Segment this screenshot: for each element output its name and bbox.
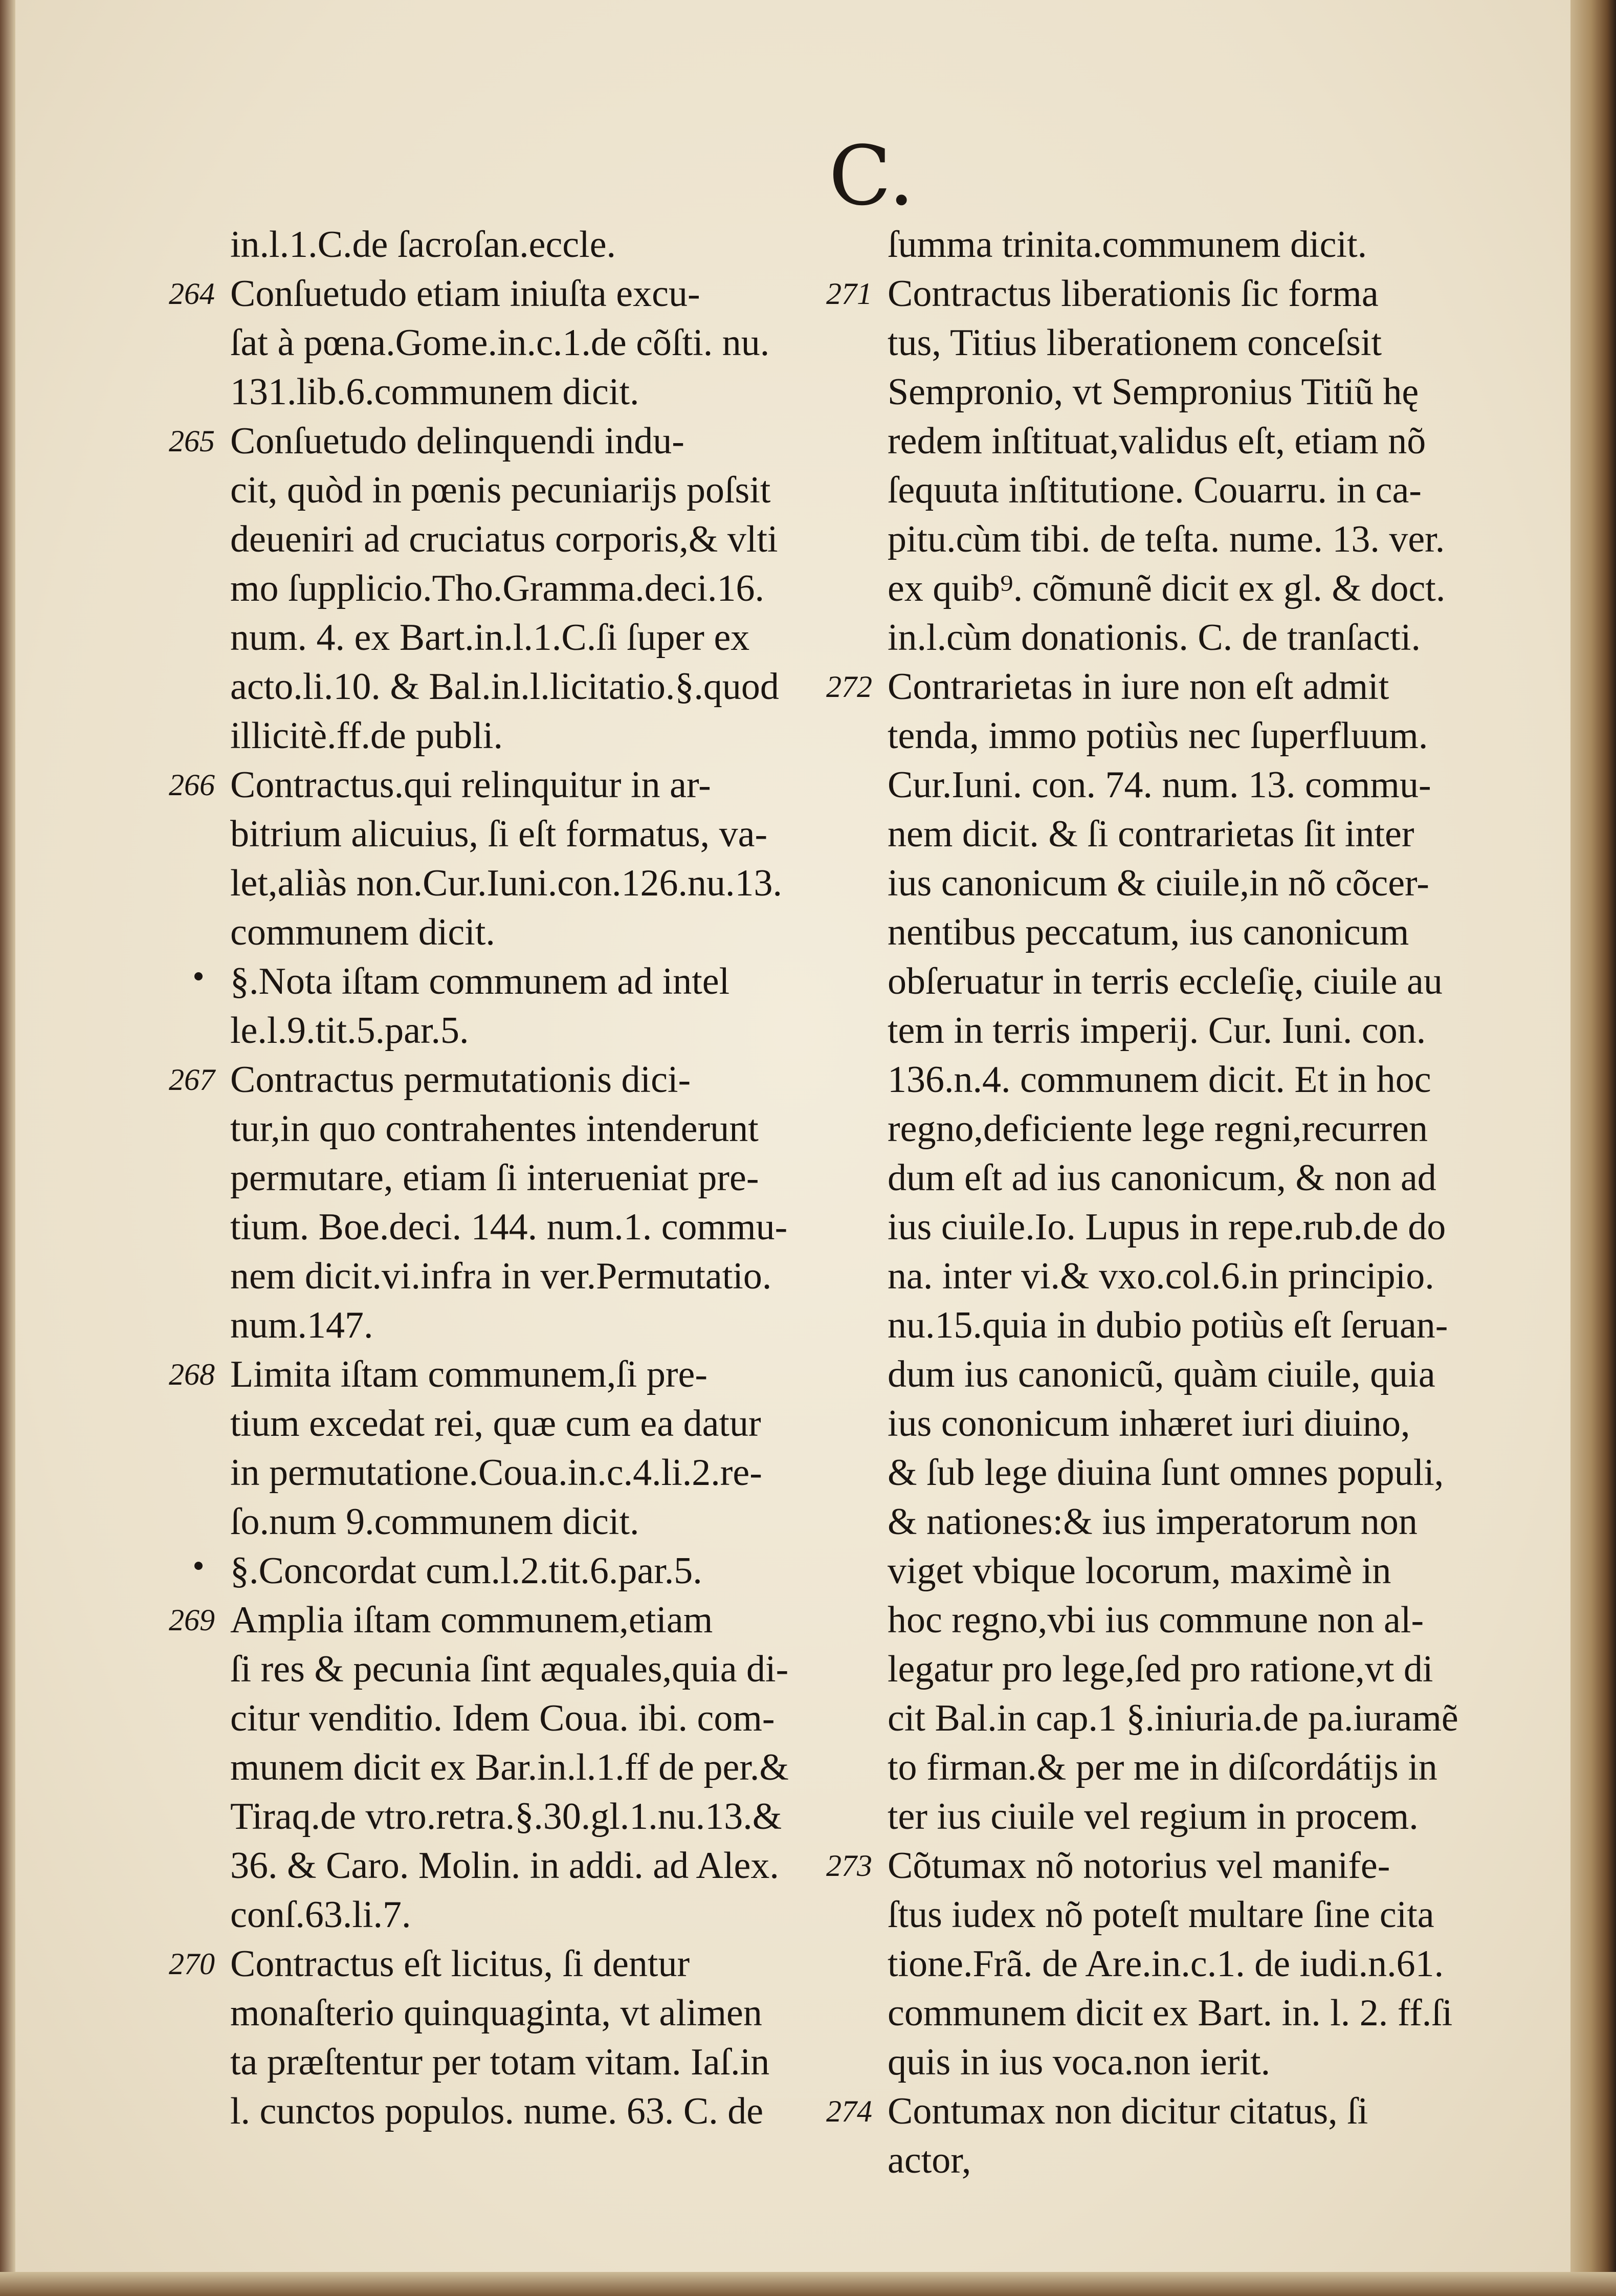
text-line bbox=[888, 1546, 1491, 1595]
text-line bbox=[888, 1939, 1491, 1988]
line-text: to firman.& per me in diſcordátijs in bbox=[888, 1746, 1437, 1788]
text-line bbox=[888, 1350, 1491, 1399]
line-text: & ſub lege diuina ſunt omnes populi, bbox=[888, 1452, 1444, 1494]
text-line bbox=[888, 1399, 1491, 1448]
line-text: Contractus.qui relinquitur in ar- bbox=[230, 764, 711, 806]
text-line bbox=[230, 318, 844, 367]
text-line bbox=[230, 220, 844, 269]
text-line bbox=[888, 1202, 1491, 1252]
line-text: cit, quòd in pœnis pecuniarijs poſsit bbox=[230, 469, 771, 511]
line-text: §.Concordat cum.l.2.tit.6.par.5. bbox=[230, 1550, 702, 1592]
line-text: l. cunctos populos. nume. 63. C. de bbox=[230, 2090, 764, 2132]
text-line bbox=[888, 2136, 1491, 2185]
text-line bbox=[230, 1645, 844, 1694]
text-line bbox=[230, 1743, 844, 1792]
entry-number: 269 bbox=[169, 1603, 215, 1637]
line-text: ſat à pœna.Gome.in.c.1.de cõſti. nu. bbox=[230, 322, 770, 364]
line-text: illicitè.ff.de publi. bbox=[230, 715, 503, 757]
text-line bbox=[826, 269, 1491, 318]
text-line bbox=[888, 1104, 1491, 1153]
text-line bbox=[888, 1595, 1491, 1645]
line-text: Contumax non dicitur citatus, ſi bbox=[888, 2090, 1368, 2132]
text-line bbox=[169, 269, 844, 318]
line-text: monaſterio quinquaginta, vt alimen bbox=[230, 1992, 762, 2034]
line-text: munem dicit ex Bar.in.l.1.ff de per.& bbox=[230, 1746, 789, 1788]
line-text: §.Nota iſtam communem ad intel bbox=[230, 960, 730, 1002]
text-line bbox=[169, 1939, 844, 1988]
line-text: bitrium alicuius, ſi eſt formatus, va- bbox=[230, 813, 768, 855]
line-text: obſeruatur in terris eccleſię, ciuile au bbox=[888, 960, 1443, 1002]
line-text: tione.Frã. de Are.in.c.1. de iudi.n.61. bbox=[888, 1943, 1444, 1985]
line-text: tium excedat rei, quæ cum ea datur bbox=[230, 1403, 761, 1445]
line-text: ius ciuile.Io. Lupus in repe.rub.de do bbox=[888, 1206, 1446, 1248]
line-text: deueniri ad cruciatus corporis,& vlti bbox=[230, 518, 778, 560]
text-line bbox=[888, 1301, 1491, 1350]
line-text: redem inſtituat,validus eſt, etiam nõ bbox=[888, 420, 1426, 462]
text-line bbox=[888, 1988, 1491, 2038]
text-line bbox=[888, 711, 1491, 760]
line-text: 36. & Caro. Molin. in addi. ad Alex. bbox=[230, 1845, 779, 1887]
line-text: permutare, etiam ſi interueniat pre- bbox=[230, 1157, 759, 1199]
text-line bbox=[230, 1988, 844, 2038]
line-text: Cõtumax nõ notorius vel manife- bbox=[888, 1845, 1390, 1887]
line-text: in permutatione.Coua.in.c.4.li.2.re- bbox=[230, 1452, 762, 1494]
line-text: nentibus peccatum, ius canonicum bbox=[888, 911, 1409, 953]
text-line bbox=[826, 662, 1491, 711]
text-line bbox=[230, 711, 844, 760]
line-text: 131.lib.6.communem dicit. bbox=[230, 371, 639, 413]
line-text: Conſuetudo etiam iniuſta excu- bbox=[230, 273, 700, 315]
line-text: nu.15.quia in dubio potiùs eſt ſeruan- bbox=[888, 1304, 1448, 1346]
text-line bbox=[230, 466, 844, 515]
line-text: viget vbique locorum, maximè in bbox=[888, 1550, 1391, 1592]
line-text: hoc regno,vbi ius commune non al- bbox=[888, 1599, 1424, 1641]
text-line bbox=[888, 564, 1491, 613]
text-line bbox=[888, 810, 1491, 859]
line-text: tenda, immo potiùs nec ſuperfluum. bbox=[888, 715, 1428, 757]
text-line bbox=[888, 2038, 1491, 2087]
line-text: legatur pro lege,ſed pro ratione,vt di bbox=[888, 1648, 1433, 1690]
text-line bbox=[888, 1055, 1491, 1104]
entry-number: 264 bbox=[169, 277, 215, 311]
line-text: ſequuta inſtitutione. Couarru. in ca- bbox=[888, 469, 1422, 511]
right-column bbox=[826, 220, 1491, 2185]
line-text: Cur.Iuni. con. 74. num. 13. commu- bbox=[888, 764, 1431, 806]
text-line bbox=[888, 220, 1491, 269]
text-line bbox=[888, 908, 1491, 957]
left-column bbox=[169, 220, 844, 2136]
line-text: acto.li.10. & Bal.in.l.licitatio.§.quod bbox=[230, 666, 779, 708]
line-text: nem dicit. & ſi contrarietas ſit inter bbox=[888, 813, 1414, 855]
text-line bbox=[888, 1743, 1491, 1792]
line-text: num.147. bbox=[230, 1304, 373, 1346]
bullet-mark bbox=[194, 972, 203, 980]
line-text: ſumma trinita.communem dicit. bbox=[888, 224, 1367, 266]
text-line bbox=[230, 859, 844, 908]
line-text: tur,in quo contrahentes intenderunt bbox=[230, 1108, 759, 1150]
text-line bbox=[230, 1841, 844, 1890]
line-text: in.l.1.C.de ſacroſan.eccle. bbox=[230, 224, 616, 266]
line-text: in.l.cùm donationis. C. de tranſacti. bbox=[888, 617, 1421, 659]
text-line bbox=[230, 810, 844, 859]
text-line bbox=[230, 1497, 844, 1546]
line-text: ter ius ciuile vel regium in procem. bbox=[888, 1796, 1419, 1838]
bullet-mark bbox=[194, 1562, 203, 1570]
line-text: Conſuetudo delinquendi indu- bbox=[230, 420, 684, 462]
entry-number: 274 bbox=[826, 2094, 872, 2128]
line-text: Contractus eſt licitus, ſi dentur bbox=[230, 1943, 690, 1985]
line-text: num. 4. ex Bart.in.l.1.C.ſi ſuper ex bbox=[230, 617, 750, 659]
line-text: dum ius canonicũ, quàm ciuile, quia bbox=[888, 1353, 1435, 1395]
text-line bbox=[826, 1841, 1491, 1890]
text-line bbox=[169, 1350, 844, 1399]
text-line bbox=[230, 1006, 844, 1055]
line-text: 136.n.4. communem dicit. Et in hoc bbox=[888, 1059, 1431, 1101]
line-text: quis in ius voca.non ierit. bbox=[888, 2041, 1271, 2083]
text-line bbox=[230, 1694, 844, 1743]
running-header: C. bbox=[829, 128, 915, 224]
text-line bbox=[230, 662, 844, 711]
entry-number: 267 bbox=[169, 1063, 215, 1097]
text-line bbox=[888, 1006, 1491, 1055]
text-line bbox=[826, 2087, 1491, 2136]
text-line bbox=[169, 760, 844, 810]
line-text: le.l.9.tit.5.par.5. bbox=[230, 1010, 469, 1052]
text-line bbox=[888, 318, 1491, 367]
line-text: Limita iſtam communem,ſi pre- bbox=[230, 1353, 707, 1395]
text-line bbox=[888, 760, 1491, 810]
text-line bbox=[230, 564, 844, 613]
text-line bbox=[888, 466, 1491, 515]
text-line bbox=[230, 1252, 844, 1301]
line-text: Contractus liberationis ſic forma bbox=[888, 273, 1379, 315]
line-text: ius cononicum inhæret iuri diuino, bbox=[888, 1403, 1410, 1445]
line-text: actor, bbox=[888, 2139, 971, 2181]
line-text: dum eſt ad ius canonicum, & non ad bbox=[888, 1157, 1436, 1199]
line-text: communem dicit ex Bart. in. l. 2. ff.ſi bbox=[888, 1992, 1453, 2034]
line-text: & nationes:& ius imperatorum non bbox=[888, 1501, 1418, 1543]
line-text: let,aliàs non.Cur.Iuni.con.126.nu.13. bbox=[230, 862, 783, 904]
entry-number: 266 bbox=[169, 768, 215, 802]
text-line bbox=[888, 1890, 1491, 1939]
line-text: ſi res & pecunia ſint æquales,quia di- bbox=[230, 1648, 789, 1690]
text-line bbox=[230, 1104, 844, 1153]
text-line bbox=[888, 515, 1491, 564]
entry-number: 270 bbox=[169, 1947, 215, 1981]
page-left-edge bbox=[0, 0, 15, 2296]
text-line bbox=[888, 367, 1491, 417]
text-line bbox=[888, 957, 1491, 1006]
text-line bbox=[230, 957, 844, 1006]
entry-number: 268 bbox=[169, 1358, 215, 1391]
line-text: nem dicit.vi.infra in ver.Permutatio. bbox=[230, 1255, 772, 1297]
text-line bbox=[230, 367, 844, 417]
line-text: Contractus permutationis dici- bbox=[230, 1059, 691, 1101]
entry-number: 273 bbox=[826, 1849, 872, 1883]
text-line bbox=[230, 1546, 844, 1595]
text-line bbox=[888, 1497, 1491, 1546]
text-line bbox=[230, 1399, 844, 1448]
text-line bbox=[230, 1448, 844, 1497]
text-line bbox=[230, 2087, 844, 2136]
text-line bbox=[888, 1448, 1491, 1497]
text-line bbox=[230, 1792, 844, 1841]
text-line bbox=[230, 1153, 844, 1202]
entry-number: 272 bbox=[826, 670, 872, 704]
line-text: Amplia iſtam communem,etiam bbox=[230, 1599, 713, 1641]
text-line bbox=[230, 2038, 844, 2087]
line-text: Contrarietas in iure non eſt admit bbox=[888, 666, 1389, 708]
text-line bbox=[888, 1645, 1491, 1694]
line-text: tus, Titius liberationem conceſsit bbox=[888, 322, 1382, 364]
text-line bbox=[888, 859, 1491, 908]
line-text: citur venditio. Idem Coua. ibi. com- bbox=[230, 1697, 775, 1739]
text-line bbox=[230, 1301, 844, 1350]
line-text: na. inter vi.& vxo.col.6.in principio. bbox=[888, 1255, 1434, 1297]
text-line bbox=[888, 613, 1491, 662]
line-text: conſ.63.li.7. bbox=[230, 1894, 411, 1936]
text-line bbox=[888, 1694, 1491, 1743]
line-text: pitu.cùm tibi. de teſta. nume. 13. ver. bbox=[888, 518, 1445, 560]
line-text: Sempronio, vt Sempronius Titiũ hę bbox=[888, 371, 1419, 413]
line-text: ex quib⁹. cõmunẽ dicit ex gl. & doct. bbox=[888, 567, 1446, 609]
text-line bbox=[230, 1202, 844, 1252]
book-spine-edge bbox=[1570, 0, 1616, 2296]
text-line bbox=[888, 417, 1491, 466]
text-line bbox=[169, 1595, 844, 1645]
line-text: communem dicit. bbox=[230, 911, 495, 953]
line-text: tium. Boe.deci. 144. num.1. commu- bbox=[230, 1206, 788, 1248]
text-line bbox=[230, 1890, 844, 1939]
text-line bbox=[230, 908, 844, 957]
text-line bbox=[230, 613, 844, 662]
entry-number: 265 bbox=[169, 424, 215, 458]
entry-number: 271 bbox=[826, 277, 872, 311]
line-text: Tiraq.de vtro.retra.§.30.gl.1.nu.13.& bbox=[230, 1796, 782, 1838]
text-line bbox=[888, 1252, 1491, 1301]
line-text: ſtus iudex nõ poteſt multare ſine cita bbox=[888, 1894, 1434, 1936]
line-text: cit Bal.in cap.1 §.iniuria.de pa.iuramẽ bbox=[888, 1697, 1458, 1739]
text-line bbox=[169, 1055, 844, 1104]
line-text: ta præſtentur per totam vitam. Iaſ.in bbox=[230, 2041, 770, 2083]
line-text: mo ſupplicio.Tho.Gramma.deci.16. bbox=[230, 567, 764, 609]
text-line bbox=[888, 1153, 1491, 1202]
line-text: tem in terris imperij. Cur. Iuni. con. bbox=[888, 1010, 1426, 1052]
page-bottom-edge bbox=[0, 2272, 1616, 2296]
line-text: ſo.num 9.communem dicit. bbox=[230, 1501, 639, 1543]
text-line bbox=[230, 515, 844, 564]
line-text: regno,deficiente lege regni,recurren bbox=[888, 1108, 1428, 1150]
line-text: ius canonicum & ciuile,in nõ cõcer- bbox=[888, 862, 1429, 904]
text-line bbox=[888, 1792, 1491, 1841]
text-line bbox=[169, 417, 844, 466]
